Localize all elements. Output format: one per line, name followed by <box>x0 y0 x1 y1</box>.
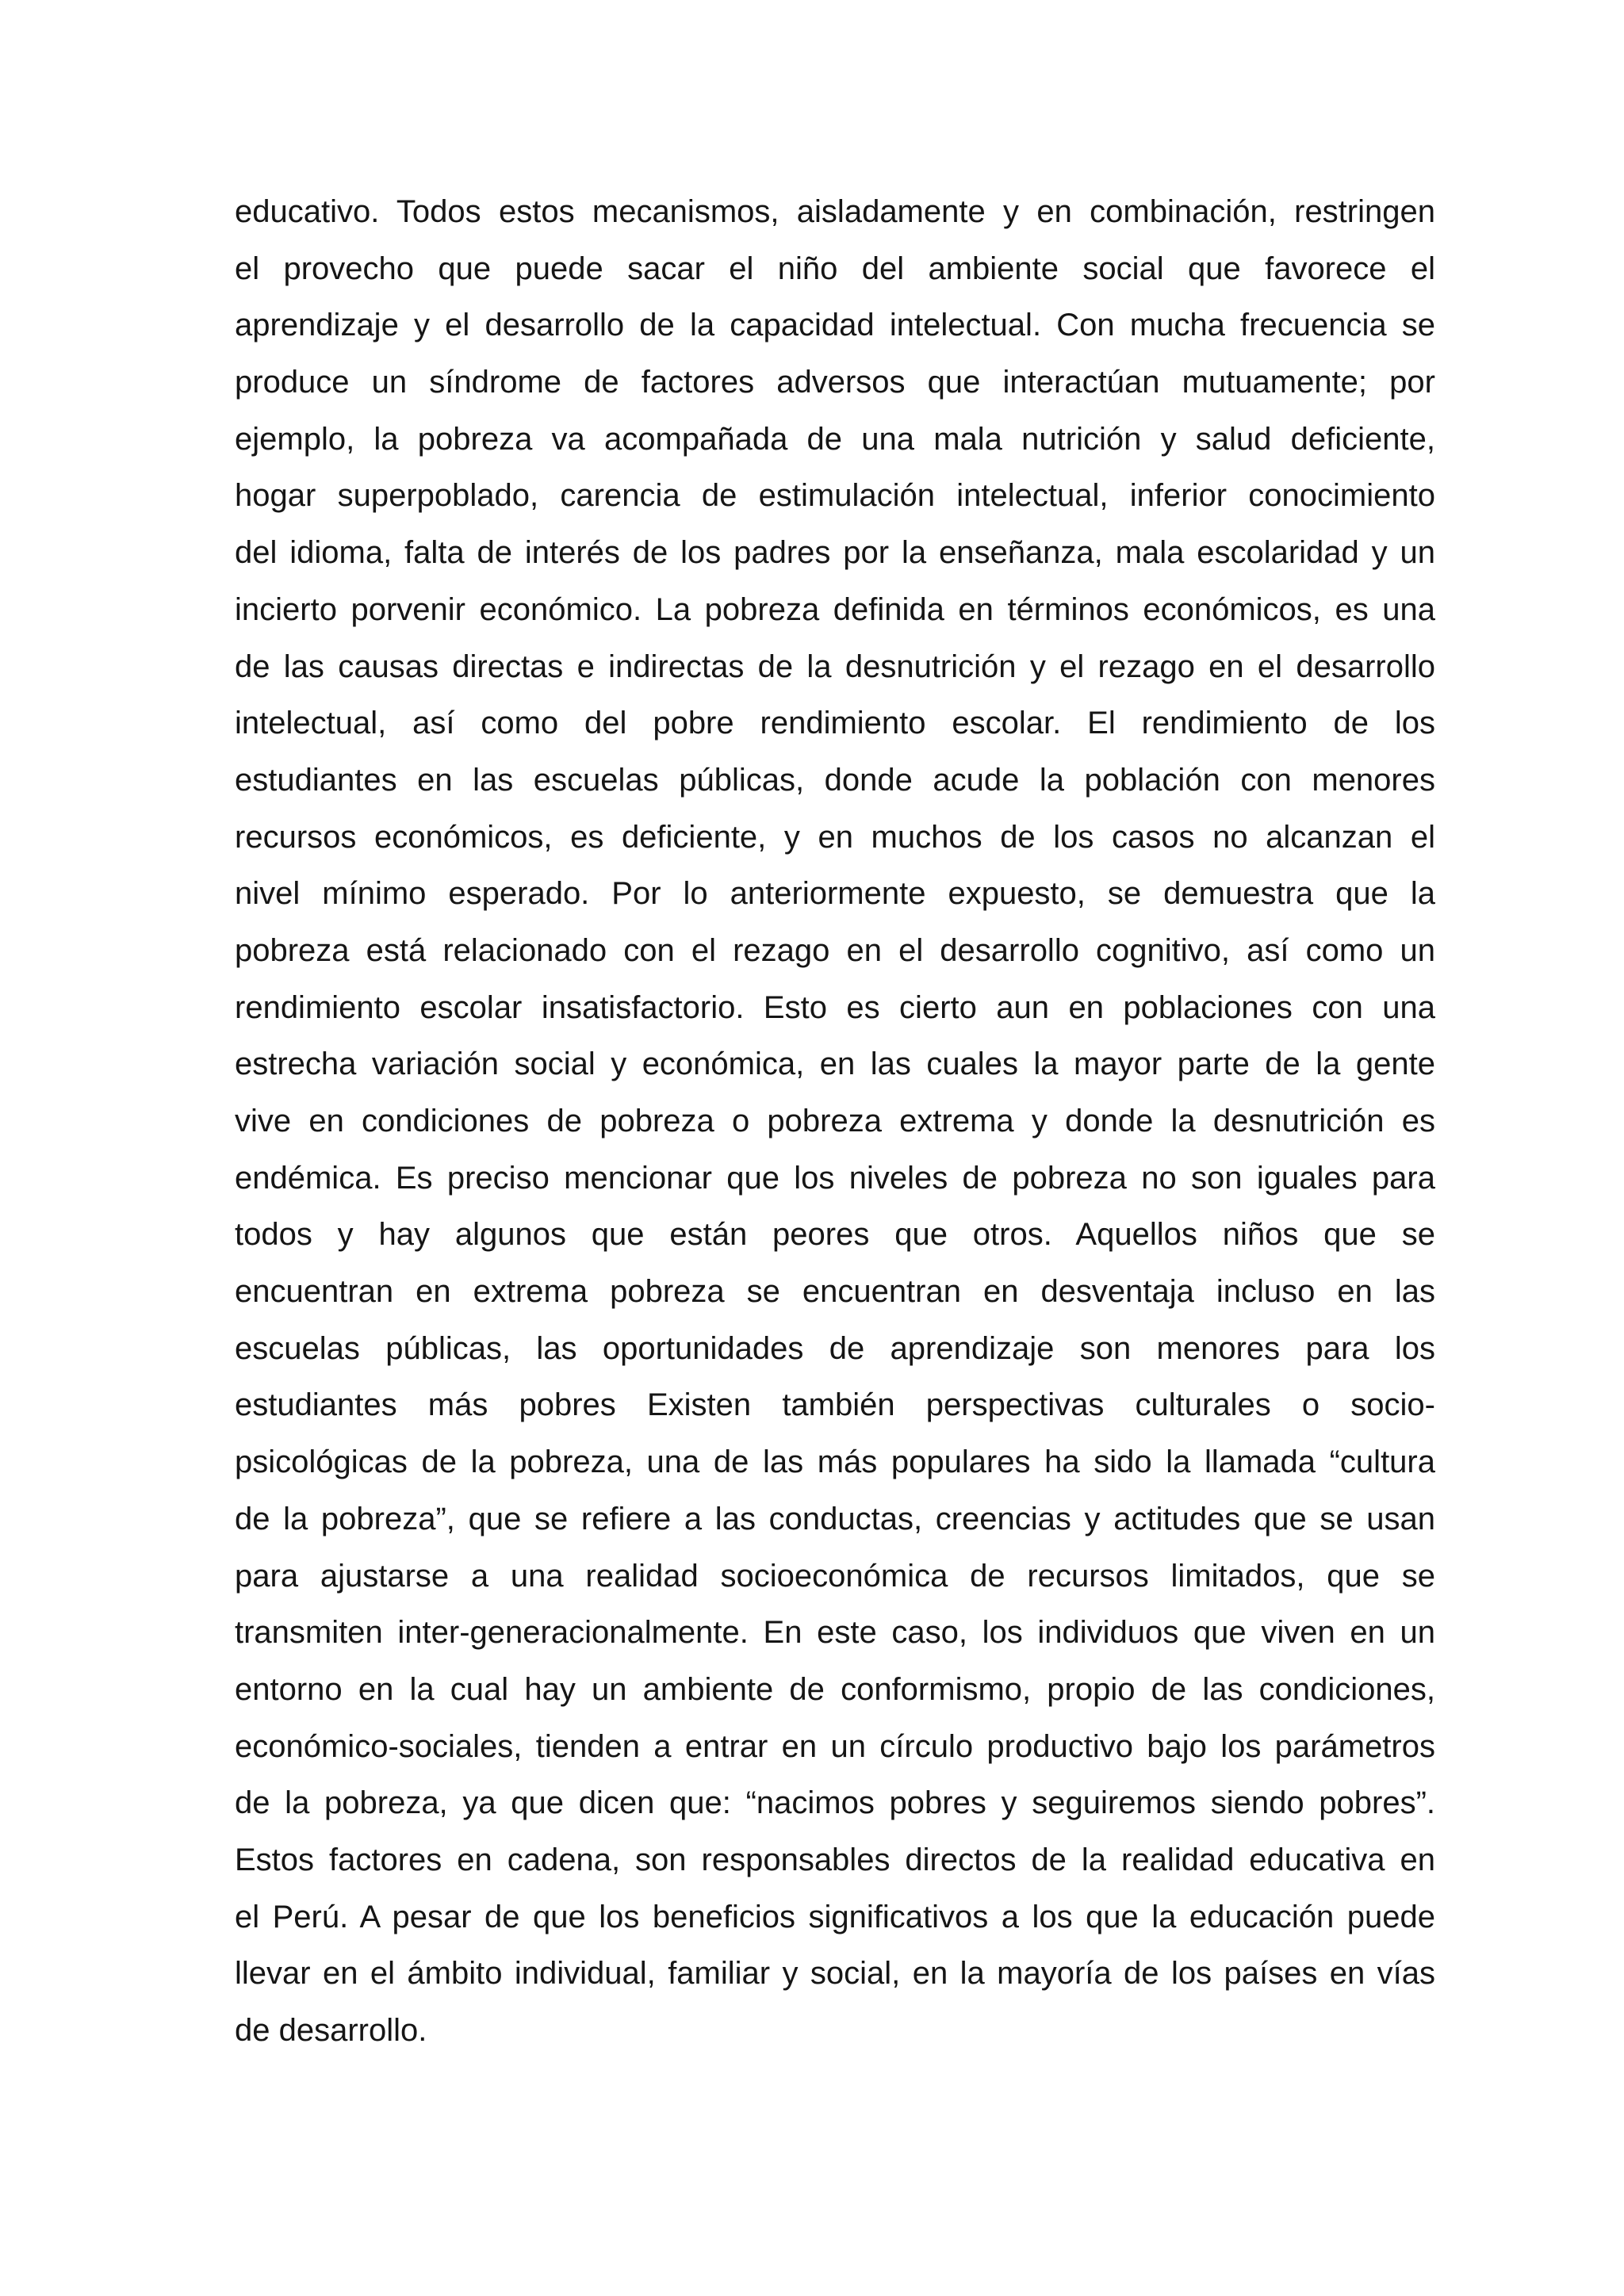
paragraph-line: encuentran en extrema pobreza se encuentran en desventaja incluso en las <box>235 1274 1435 1310</box>
paragraph-line: escuelas públicas, las oportunidades de aprendizaje son menores para los <box>235 1330 1435 1366</box>
paragraph-line: estrecha variación social y económica, en las cuales la mayor parte de la gente <box>235 1047 1435 1082</box>
paragraph-line: del idioma, falta de interés de los padres por la enseñanza, mala escolaridad y un <box>235 535 1435 571</box>
paragraph-line: educativo. Todos estos mecanismos, aisladamente y en combinación, restringen <box>235 194 1435 229</box>
paragraph-line: de las causas directas e indirectas de la desnutrición y el rezago en el desarrollo <box>235 649 1435 684</box>
paragraph-line: entorno en la cual hay un ambiente de conformismo, propio de las condiciones, <box>235 1671 1435 1707</box>
paragraph-line: psicológicas de la pobreza, una de las más populares ha sido la llamada “cultura <box>235 1445 1435 1480</box>
paragraph-line: estudiantes en las escuelas públicas, donde acude la población con menores <box>235 762 1435 798</box>
body-paragraph <box>235 184 1435 2060</box>
paragraph-line: económico-sociales, tienden a entrar en un círculo productivo bajo los parámetros <box>235 1728 1435 1764</box>
paragraph-line: rendimiento escolar insatisfactorio. Esto es cierto aun en poblaciones con una <box>235 989 1435 1025</box>
paragraph-line: intelectual, así como del pobre rendimiento escolar. El rendimiento de los <box>235 706 1435 741</box>
paragraph-line: todos y hay algunos que están peores que otros. Aquellos niños que se <box>235 1217 1435 1253</box>
paragraph-line: vive en condiciones de pobreza o pobreza extrema y donde la desnutrición es <box>235 1104 1435 1138</box>
paragraph-line: recursos económicos, es deficiente, y en muchos de los casos no alcanzan el <box>235 819 1435 855</box>
paragraph-line: transmiten inter-generacionalmente. En este caso, los individuos que viven en un <box>235 1615 1435 1651</box>
paragraph-line: el provecho que puede sacar el niño del ambiente social que favorece el <box>235 251 1435 286</box>
paragraph-line: hogar superpoblado, carencia de estimulación intelectual, inferior conocimiento <box>235 478 1435 514</box>
paragraph-line: nivel mínimo esperado. Por lo anteriormente expuesto, se demuestra que la <box>235 876 1435 912</box>
paragraph-line: Estos factores en cadena, son responsables directos de la realidad educativa en <box>235 1842 1435 1877</box>
paragraph-line: aprendizaje y el desarrollo de la capacidad intelectual. Con mucha frecuencia se <box>235 308 1435 343</box>
paragraph-line: endémica. Es preciso mencionar que los niveles de pobreza no son iguales para <box>235 1160 1435 1196</box>
paragraph-line: de la pobreza, ya que dicen que: “nacimos pobres y seguiremos siendo pobres”. <box>235 1785 1435 1821</box>
paragraph-line: llevar en el ámbito individual, familiar y social, en la mayoría de los países en vías <box>235 1956 1435 1992</box>
paragraph-line: el Perú. A pesar de que los beneficios significativos a los que la educación puede <box>235 1899 1435 1934</box>
paragraph-line: produce un síndrome de factores adversos que interactúan mutuamente; por <box>235 365 1435 400</box>
paragraph-line: para ajustarse a una realidad socioeconómica de recursos limitados, que se <box>235 1558 1435 1594</box>
paragraph-line: de la pobreza”, que se refiere a las conductas, creencias y actitudes que se usan <box>235 1501 1435 1536</box>
paragraph-line: estudiantes más pobres Existen también perspectivas culturales o socio- <box>235 1387 1435 1423</box>
paragraph-line: incierto porvenir económico. La pobreza definida en términos económicos, es una <box>235 591 1435 627</box>
paragraph-line: de desarrollo. <box>235 2013 427 2048</box>
paragraph-line: pobreza está relacionado con el rezago en el desarrollo cognitivo, así como un <box>235 932 1435 968</box>
paragraph-line: ejemplo, la pobreza va acompañada de una mala nutrición y salud deficiente, <box>235 421 1435 457</box>
